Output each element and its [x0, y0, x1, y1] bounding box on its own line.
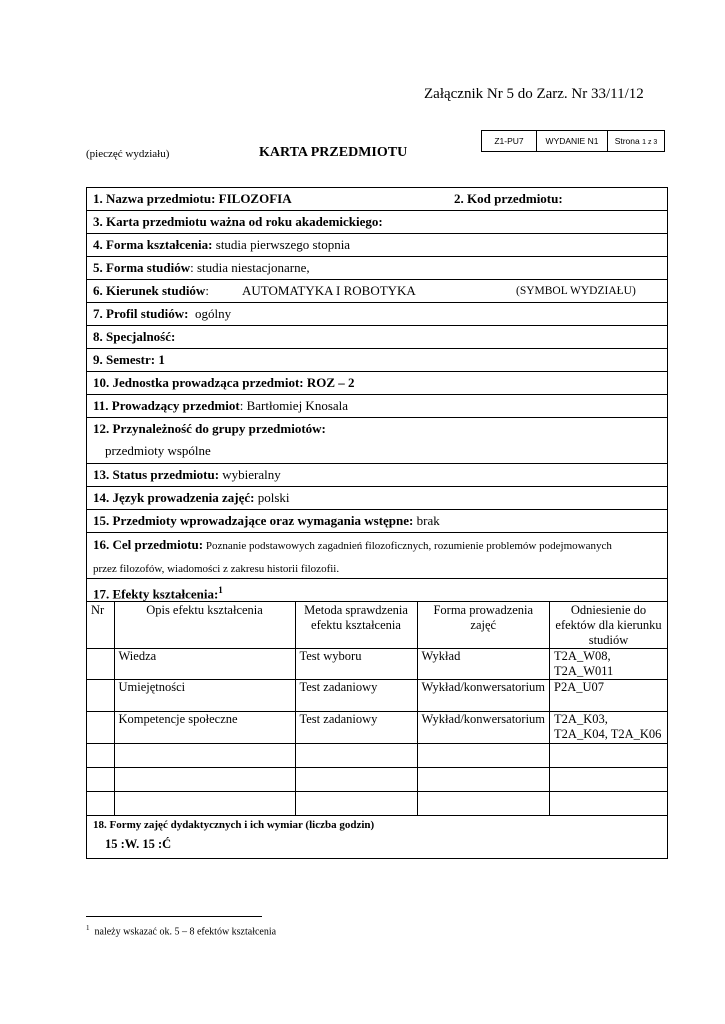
- header-method: Metoda sprawdzenia efektu kształcenia: [295, 602, 417, 649]
- row-class-forms: [87, 816, 667, 858]
- row-course-group: [87, 418, 667, 464]
- field-label: 6. Kierunek studiów: [93, 283, 206, 298]
- table-cell: [295, 768, 417, 792]
- footnote-mark: 1: [86, 924, 90, 932]
- field-value: AUTOMATYKA I ROBOTYKA: [242, 283, 416, 298]
- table-cell: [87, 768, 114, 792]
- prerequisites-label: 15. Przedmioty wprowadzające oraz wymagania wstępne:: [93, 513, 414, 528]
- header-nr: Nr: [87, 602, 114, 649]
- row-course-goal: [87, 533, 667, 579]
- row-semester: 9. Semestr: 1: [87, 349, 667, 372]
- table-row: [87, 768, 667, 792]
- table-cell: [417, 744, 550, 768]
- lecturer-value: : Bartłomiej Knosala: [239, 398, 349, 413]
- form-code: Z1-PU7: [482, 131, 537, 152]
- table-cell: Kompetencje społeczne: [114, 712, 295, 744]
- course-name: 1. Nazwa przedmiotu: FILOZOFIA: [93, 191, 292, 206]
- table-cell: [417, 768, 550, 792]
- table-cell: [87, 792, 114, 816]
- table-cell: Umiejętności: [114, 680, 295, 712]
- table-cell: [114, 744, 295, 768]
- footnote-text: należy wskazać ok. 5 – 8 efektów kształcenia: [94, 926, 277, 938]
- table-row: [87, 792, 667, 816]
- table-cell: [550, 768, 667, 792]
- table-cell: P2A_U07: [550, 680, 667, 712]
- row-unit: 10. Jednostka prowadząca przedmiot: ROZ – 2: [87, 372, 667, 395]
- row-valid-year: 3. Karta przedmiotu ważna od roku akademickiego:: [87, 211, 667, 234]
- table-cell: T2A_K03, T2A_K04, T2A_K06: [550, 712, 667, 744]
- course-group-label: 12. Przynależność do grupy przedmiotów:: [93, 421, 326, 436]
- table-cell: [550, 792, 667, 816]
- field-separator: :: [205, 283, 209, 298]
- footnote: [86, 924, 276, 937]
- status-label: 13. Status przedmiotu:: [93, 467, 220, 482]
- table-row: [87, 712, 667, 744]
- course-code-label: 2. Kod przedmiotu:: [454, 191, 563, 206]
- table-cell: [417, 792, 550, 816]
- edition-label: WYDANIE N1: [537, 131, 608, 152]
- header-description: Opis efektu kształcenia: [114, 602, 295, 649]
- status-value: wybieralny: [219, 467, 281, 482]
- class-forms-value: 15 :W. 15 :Ć: [105, 837, 172, 851]
- page-label: Strona: [614, 136, 640, 146]
- row-status: [87, 464, 667, 487]
- faculty-stamp-label: (pieczęć wydziału): [86, 148, 170, 160]
- table-cell: Test wyboru: [295, 649, 417, 680]
- footnote-divider: [86, 916, 262, 917]
- header-form: Forma prowadzenia zajęć: [417, 602, 550, 649]
- goal-label: 16. Cel przedmiotu:: [93, 537, 204, 552]
- row-prerequisites: [87, 510, 667, 533]
- profile-label: 7. Profil studiów:: [93, 306, 189, 321]
- learning-outcomes-table: [87, 602, 667, 816]
- study-form-value: : studia niestacjonarne,: [190, 260, 310, 275]
- page-title: KARTA PRZEDMIOTU: [259, 145, 408, 160]
- row-education-form: [87, 234, 667, 257]
- row-learning-outcomes: [87, 579, 667, 602]
- table-cell: T2A_W08, T2A_W011: [550, 649, 667, 680]
- table-row: [87, 744, 667, 768]
- header-reference: Odniesienie do efektów dla kierunku studiów: [550, 602, 667, 649]
- goal-value: Poznanie podstawowych zagadnień filozoficznych, rozumienie problemów podejmowanych: [203, 540, 612, 552]
- table-row: [87, 649, 667, 680]
- table-cell: [87, 744, 114, 768]
- row-language: [87, 487, 667, 510]
- table-cell: [550, 744, 667, 768]
- table-cell: Test zadaniowy: [295, 680, 417, 712]
- page-of: 1 z 3: [642, 139, 658, 146]
- education-form-value: studia pierwszego stopnia: [212, 237, 351, 252]
- table-cell: Wykład: [417, 649, 550, 680]
- row-profile: [87, 303, 667, 326]
- table-cell: [295, 792, 417, 816]
- footnote-ref: 1: [218, 585, 223, 595]
- row-specialty: 8. Specjalność:: [87, 326, 667, 349]
- profile-value: ogólny: [194, 306, 232, 321]
- education-form-label: 4. Forma kształcenia:: [93, 237, 213, 252]
- study-form-label: 5. Forma studiów: [93, 260, 191, 275]
- table-cell: Wykład/konwersatorium: [417, 712, 550, 744]
- faculty-symbol: (SYMBOL WYDZIAŁU): [516, 285, 636, 297]
- table-cell: Wiedza: [114, 649, 295, 680]
- row-field-of-study: [87, 280, 667, 303]
- table-cell: [87, 712, 114, 744]
- course-card-form: [86, 187, 668, 859]
- page-indicator: [608, 131, 665, 152]
- table-cell: [87, 680, 114, 712]
- row-lecturer: [87, 395, 667, 418]
- language-value: polski: [254, 490, 290, 505]
- course-group-value: przedmioty wspólne: [105, 443, 211, 458]
- lecturer-label: 11. Prowadzący przedmiot: [93, 398, 240, 413]
- goal-value-continued: przez filozofów, wiadomości z zakresu historii filozofii.: [93, 563, 340, 575]
- language-label: 14. Język prowadzenia zajęć:: [93, 490, 255, 505]
- table-header-row: [87, 602, 667, 649]
- prerequisites-value: brak: [413, 513, 440, 528]
- table-cell: [87, 649, 114, 680]
- row-study-form: [87, 257, 667, 280]
- class-forms-label: 18. Formy zajęć dydaktycznych i ich wymiar (liczba godzin): [93, 819, 375, 831]
- attachment-header: Załącznik Nr 5 do Zarz. Nr 33/11/12: [424, 86, 644, 102]
- row-course-name: [87, 188, 667, 211]
- table-cell: [114, 768, 295, 792]
- table-cell: Test zadaniowy: [295, 712, 417, 744]
- table-cell: Wykład/konwersatorium: [417, 680, 550, 712]
- table-cell: [114, 792, 295, 816]
- table-row: [87, 680, 667, 712]
- table-cell: [295, 744, 417, 768]
- document-code-box: [481, 130, 665, 152]
- outcomes-label: 17. Efekty kształcenia:: [93, 586, 219, 602]
